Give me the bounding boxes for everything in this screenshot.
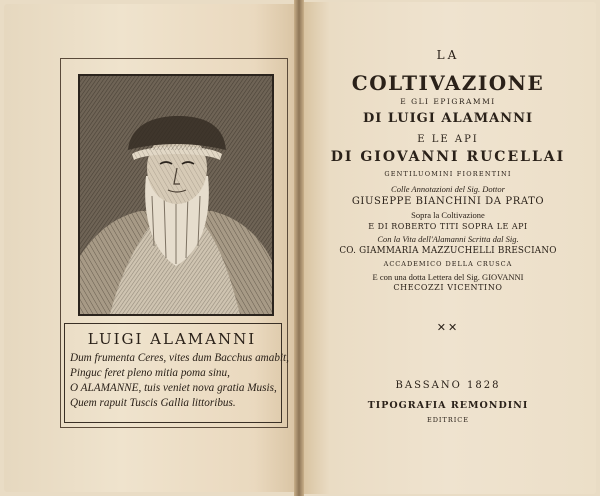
printer-ornament: ✕✕ [436,321,460,334]
annotations-line: Colle Annotazioni del Sig. Dottor [391,184,505,194]
vita-line: Con la Vita dell'Alamanni Scritta dal Sig. [377,234,519,244]
title-coltivazione: COLTIVAZIONE [351,71,545,95]
subtitle-epigrammi: E GLI EPIGRAMMI [400,97,496,106]
verse-line: Quem rapuit Tuscis Gallia littoribus. [70,397,236,409]
portrait-caption-verse [70,351,289,411]
portrait-caption-title: LUIGI ALAMANNI [87,330,257,348]
author-giovanni: DI GIOVANNI RUCELLAI [330,149,566,165]
imprint-editrice: EDITRICE [426,416,470,424]
title-la: LA [436,48,460,62]
biographer-name: CO. GIAMMARIA MAZZUCHELLI BRESCIANO [339,246,557,256]
verse-line: O ALAMANNE, tuis veniet nova gratia Musis, [70,382,277,394]
portrait-image [80,76,272,314]
verse-line: Dum frumenta Ceres, vites dum Bacchus amabit, [70,352,289,364]
portrait-engraving [78,74,274,316]
imprint-place-date: BASSANO 1828 [395,380,501,391]
lettera-line: E con una dotta Lettera del Sig. GIOVANNI [372,272,524,282]
subtitle-api: E LE API [417,134,479,145]
annotator-name: GIUSEPPE BIANCHINI DA PRATO [351,196,545,207]
gentiluomini-line: GENTILUOMINI FIORENTINI [384,170,512,178]
accademico-line: ACCADEMICO DELLA CRUSCA [383,260,513,268]
author-luigi: DI LUIGI ALAMANNI [362,111,534,126]
verse-line: Pinguc feret pleno mitia poma sinu, [70,367,230,379]
checozzi-line: CHECOZZI VICENTINO [393,283,503,292]
imprint-printer: TIPOGRAFIA REMONDINI [367,400,529,411]
sopra-line: Sopra la Coltivazione [411,210,485,220]
roberto-line: E DI ROBERTO TITI SOPRA LE API [368,222,528,231]
